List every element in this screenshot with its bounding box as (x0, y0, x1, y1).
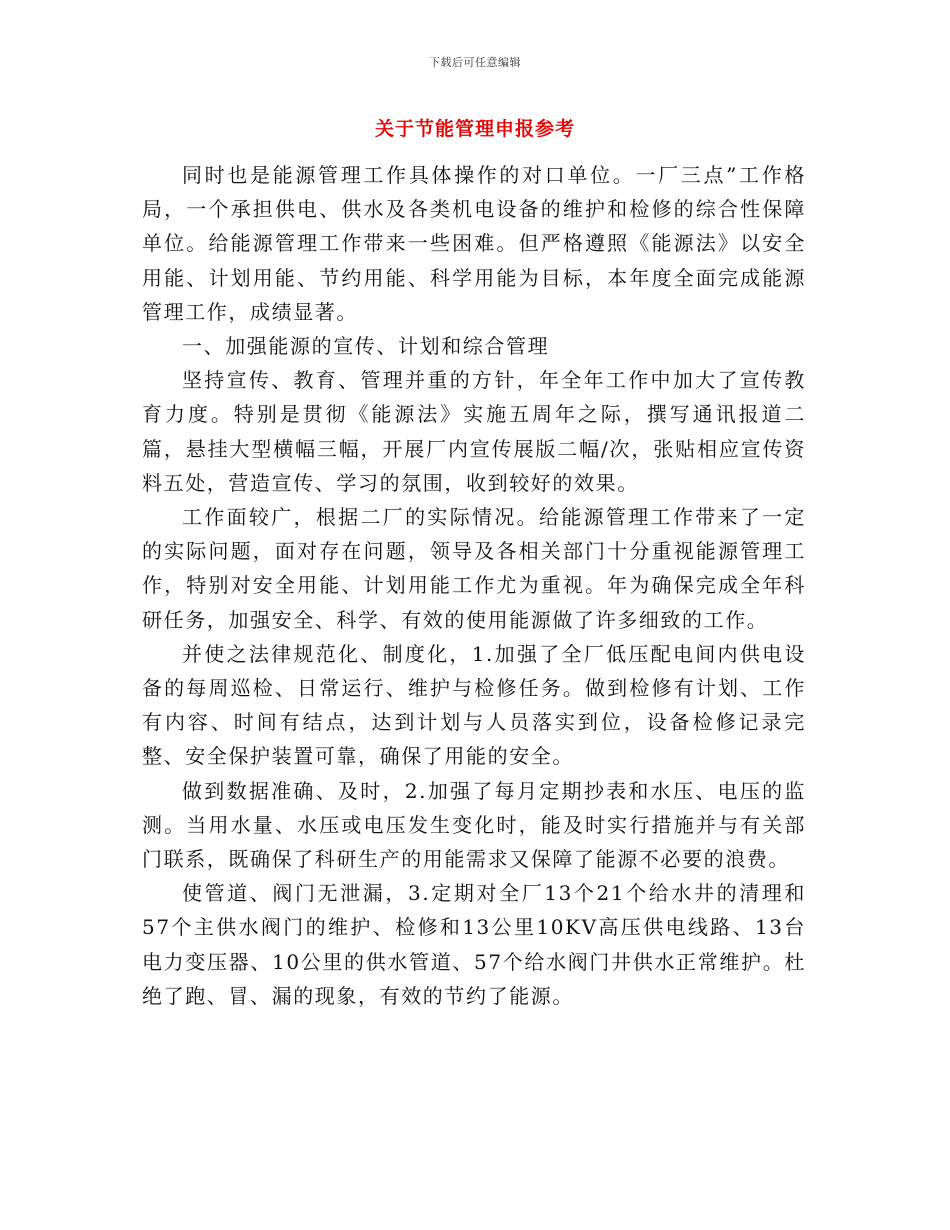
document-body (142, 158, 806, 1013)
paragraph-intro: 同时也是能源管理工作具体操作的对口单位。一厂三点”工作格局，一个承担供电、供水及各类机电设备的维护和检修的综合性保障单位。给能源管理工作带来一些困难。但严格遵照《能源法》以安全用能、计划用能、节约用能、科学用能为目标，本年度全面完成能源管理工作，成绩显著。 (142, 163, 806, 324)
paragraph-item-2: 做到数据准确、及时，2.加强了每月定期抄表和水压、电压的监测。当用水量、水压或电压发生变化时，能及时实行措施并与有关部门联系，既确保了科研生产的用能需求又保障了能源不必要的浪费。 (142, 778, 806, 872)
paragraph-publicity: 坚持宣传、教育、管理并重的方针，年全年工作中加大了宣传教育力度。特别是贯彻《能源法》实施五周年之际，撰写通讯报道二篇，悬挂大型横幅三幅，开展厂内宣传展版二幅/次，张贴相应宣传资料五处，营造宣传、学习的氛围，收到较好的效果。 (142, 368, 806, 495)
paragraph-problems: 工作面较广，根据二厂的实际情况。给能源管理工作带来了一定的实际问题，面对存在问题，领导及各相关部门十分重视能源管理工作，特别对安全用能、计划用能工作尤为重视。年为确保完成全年科研任务，加强安全、科学、有效的使用能源做了许多细致的工作。 (142, 505, 806, 632)
paragraph-item-3: 使管道、阀门无泄漏，3.定期对全厂13个21个给水井的清理和57个主供水阀门的维护、检修和13公里10KV高压供电线路、13台电力变压器、10公里的供水管道、57个给水阀门井供水正常维护。杜绝了跑、冒、漏的现象，有效的节约了能源。 (142, 881, 806, 1008)
paragraph-item-1: 并使之法律规范化、制度化，1.加强了全厂低压配电间内供电设备的每周巡检、日常运行、维护与检修任务。做到检修有计划、工作有内容、时间有结点，达到计划与人员落实到位，设备检修记录完整、安全保护装置可靠，确保了用能的安全。 (142, 641, 806, 769)
document-title: 关于节能管理申报参考 (374, 118, 575, 140)
header-note: 下载后可任意编辑 (429, 56, 521, 69)
section-heading: 一、加强能源的宣传、计划和综合管理 (182, 334, 550, 359)
